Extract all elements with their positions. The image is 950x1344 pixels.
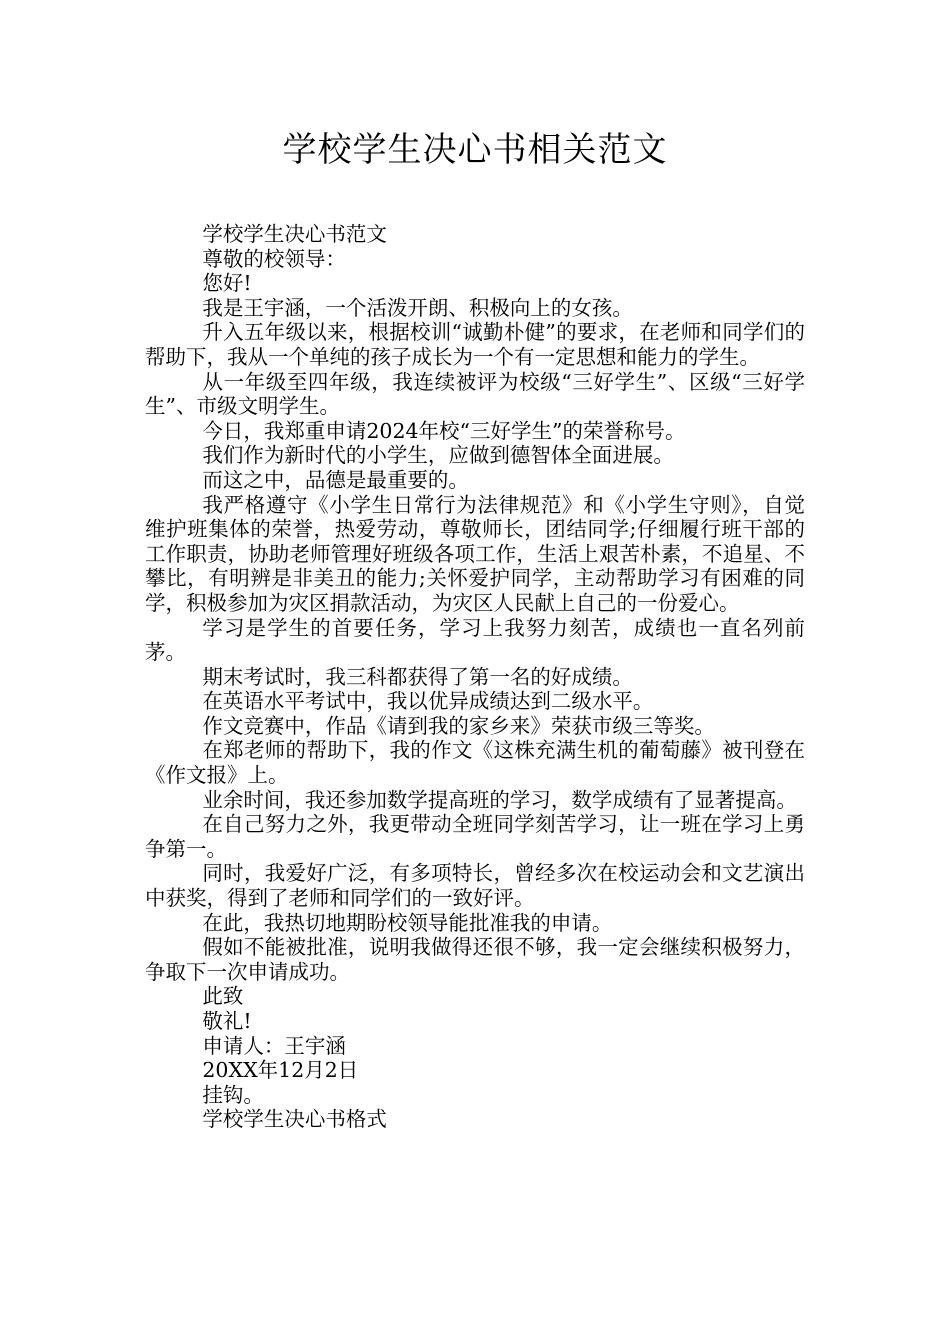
paragraph: 挂钩。 [202,1082,264,1107]
paragraph: 我是王宇涵，一个活泼开朗、积极向上的女孩。 [202,295,633,320]
paragraph: 我严格遵守《小学生日常行为法律规范》和《小学生守则》，自觉维护班集体的荣誉，热爱劳动，尊敬师长，团结同学;仔细履行班干部的工作职责，协助老师管理好班级各项工作，生活上艰苦朴素，不追星、不攀比，有明辨是非美丑的能力;关怀爱护同学，主动帮助学习有困难的同学，积极参加为灾区捐款活动，为灾区人民献上自己的一份爱心。 [145,492,805,615]
paragraph: 我们作为新时代的小学生，应做到德智体全面进展。 [202,443,674,468]
paragraph: 业余时间，我还参加数学提高班的学习，数学成绩有了显著提高。 [202,787,797,812]
paragraph: 学校学生决心书范文 [202,222,387,246]
paragraph: 您好! [202,271,252,296]
paragraph: 期末考试时，我三科都获得了第一名的好成绩。 [202,664,633,689]
paragraph: 学习是学生的首要任务，学习上我努力刻苦，成绩也一直名列前茅。 [145,615,805,665]
paragraph: 而这之中，品德是最重要的。 [202,467,469,492]
date-line: 20XX年12月2日 [202,1058,359,1083]
paragraph: 今日，我郑重申请2024年校“三好学生”的荣誉称号。 [202,418,686,443]
closing-line: 此致 [202,984,244,1009]
paragraph: 作文竞赛中，作品《请到我的家乡来》荣获市级三等奖。 [202,713,715,738]
signature-line: 申请人：王宇涵 [202,1033,346,1058]
section-heading: 学校学生决心书格式 [202,1107,387,1132]
paragraph: 在郑老师的帮助下，我的作文《这株充满生机的葡萄藤》被刊登在《作文报》上。 [145,738,805,788]
paragraph: 尊敬的校领导： [202,246,346,271]
paragraph: 从一年级至四年级，我连续被评为校级“三好学生”、区级“三好学生”、市级文明学生。 [145,369,805,419]
document-title: 学校学生决心书相关范文 [282,130,668,170]
paragraph: 在此，我热切地期盼校领导能批准我的申请。 [202,910,613,935]
document-body [145,222,805,1132]
paragraph: 同时，我爱好广泛，有多项特长，曾经多次在校运动会和文艺演出中获奖，得到了老师和同学们的一致好评。 [145,861,805,911]
paragraph: 在英语水平考试中，我以优异成绩达到二级水平。 [202,689,654,714]
paragraph: 在自己努力之外，我更带动全班同学刻苦学习，让一班在学习上勇争第一。 [145,812,805,861]
paragraph: 升入五年级以来，根据校训“诚勤朴健”的要求，在老师和同学们的帮助下，我从一个单纯的孩子成长为一个有一定思想和能力的学生。 [145,320,805,369]
closing-line: 敬礼! [202,1009,252,1033]
paragraph: 假如不能被批准，说明我做得还很不够，我一定会继续积极努力，争取下一次申请成功。 [145,935,805,984]
